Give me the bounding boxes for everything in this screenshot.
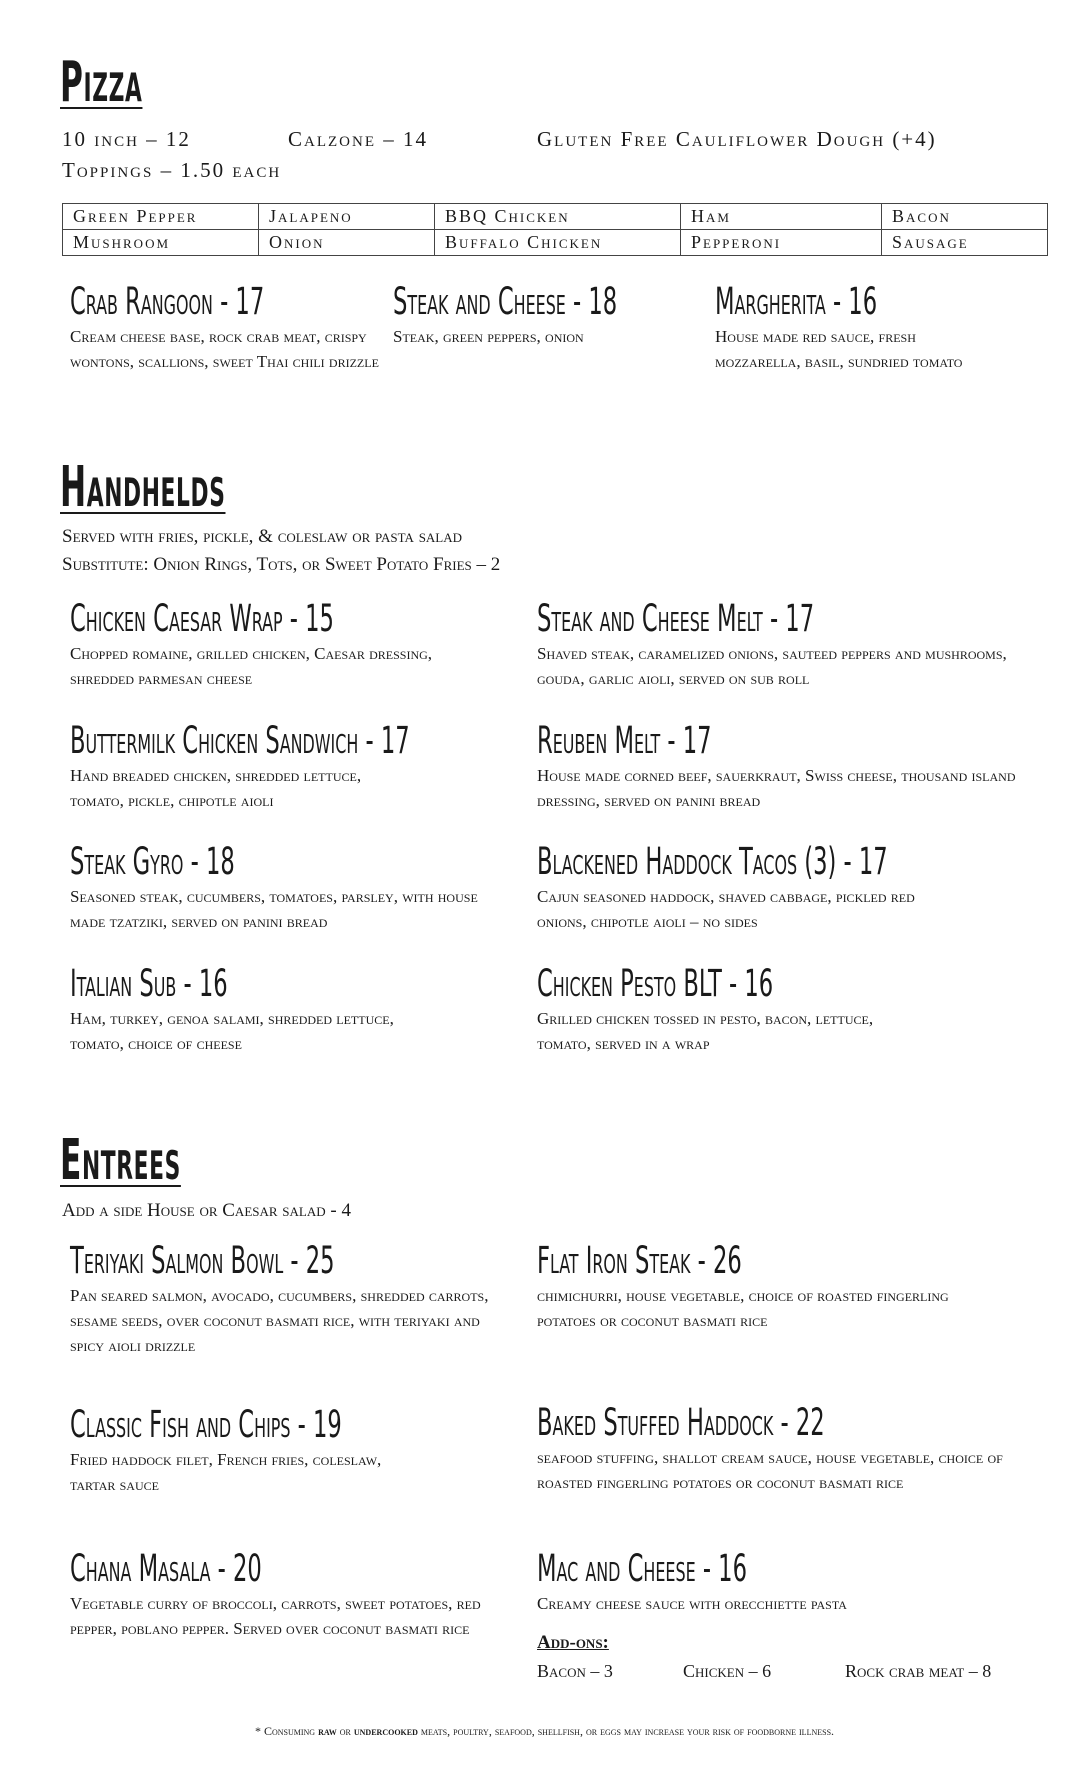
- handheld-item-title: Steak and Cheese Melt - 17: [537, 597, 815, 640]
- topping-cell: Green Pepper: [63, 204, 259, 230]
- entrees-section-title: Entrees: [60, 1128, 181, 1193]
- handheld-item-title: Chicken Caesar Wrap - 15: [70, 597, 334, 640]
- entree-item-title: Baked Stuffed Haddock - 22: [537, 1401, 825, 1444]
- entree-item-title: Classic Fish and Chips - 19: [70, 1403, 342, 1446]
- handheld-item-title: Chicken Pesto BLT - 16: [537, 962, 774, 1005]
- entree-item-desc: seafood stuffing, shallot cream sauce, house vegetable, choice of roasted fingerling potatoes or coconut basmati rice: [537, 1448, 1003, 1492]
- handheld-item-title: Buttermilk Chicken Sandwich - 17: [70, 719, 410, 762]
- disclaimer-or: or: [336, 1724, 354, 1738]
- pizza-toppings-line: Toppings – 1.50 each: [62, 158, 282, 182]
- addon-chicken: Chicken – 6: [683, 1661, 772, 1681]
- entree-item-title: Mac and Cheese - 16: [537, 1547, 747, 1590]
- handheld-item-desc: Ham, turkey, genoa salami, shredded lettuce, tomato, choice of cheese: [70, 1009, 394, 1053]
- handheld-item-title: Blackened Haddock Tacos (3) - 17: [537, 840, 888, 883]
- topping-cell: Pepperoni: [681, 230, 882, 256]
- handheld-item-desc: Chopped romaine, grilled chicken, Caesar dressing, shredded parmesan cheese: [70, 644, 433, 688]
- handhelds-served-with: Served with fries, pickle, & coleslaw or pasta salad: [62, 526, 463, 547]
- handheld-item-title: Reuben Melt - 17: [537, 719, 712, 762]
- entree-item-title: Teriyaki Salmon Bowl - 25: [70, 1239, 335, 1282]
- topping-cell: Onion: [259, 230, 435, 256]
- handheld-item-title: Italian Sub - 16: [70, 962, 228, 1005]
- entree-item-title: Chana Masala - 20: [70, 1547, 262, 1590]
- handheld-item-desc: Shaved steak, caramelized onions, sauteed peppers and mushrooms, gouda, garlic aioli, served on sub roll: [537, 644, 1007, 688]
- topping-cell: Sausage: [882, 230, 1048, 256]
- handheld-item-desc: Cajun seasoned haddock, shaved cabbage, pickled red onions, chipotle aioli – no sides: [537, 887, 915, 931]
- pizza-item-desc: Steak, green peppers, onion: [393, 327, 584, 346]
- pizza-item-title: Steak and Cheese - 18: [393, 280, 618, 323]
- addon-bacon: Bacon – 3: [537, 1661, 613, 1681]
- handheld-item-desc: House made corned beef, sauerkraut, Swiss cheese, thousand island dressing, served on panini bread: [537, 766, 1016, 810]
- pizza-item-desc: Cream cheese base, rock crab meat, crispy wontons, scallions, sweet Thai chili drizzle: [70, 327, 379, 371]
- pizza-section-title: Pizza: [60, 50, 143, 115]
- handhelds-substitute: Substitute: Onion Rings, Tots, or Sweet Potato Fries – 2: [62, 554, 501, 575]
- handhelds-section-title: Handhelds: [60, 455, 226, 520]
- disclaimer-pre: * Consuming: [254, 1724, 319, 1738]
- entree-item-desc: chimichurri, house vegetable, choice of roasted fingerling potatoes or coconut basmati rice: [537, 1286, 949, 1330]
- topping-cell: Ham: [681, 204, 882, 230]
- pizza-size-10: 10 inch – 12: [62, 127, 191, 151]
- handheld-item-desc: Seasoned steak, cucumbers, tomatoes, parsley, with house made tzatziki, served on panini bread: [70, 887, 478, 931]
- pizza-item-title: Margherita - 16: [715, 280, 878, 323]
- topping-cell: Buffalo Chicken: [435, 230, 681, 256]
- pizza-item-title: Crab Rangoon - 17: [70, 280, 265, 323]
- disclaimer-undercooked: undercooked: [353, 1724, 418, 1738]
- topping-cell: Mushroom: [63, 230, 259, 256]
- pizza-calzone: Calzone – 14: [288, 127, 428, 151]
- toppings-table: [62, 203, 1048, 256]
- handheld-item-title: Steak Gyro - 18: [70, 840, 235, 883]
- entree-item-desc: Creamy cheese sauce with orecchiette pasta: [537, 1594, 847, 1613]
- toppings-row: [63, 204, 1048, 230]
- pizza-gluten-free: Gluten Free Cauliflower Dough (+4): [537, 127, 937, 151]
- pizza-item-desc: House made red sauce, fresh mozzarella, basil, sundried tomato: [715, 327, 963, 371]
- food-safety-disclaimer: [0, 1724, 1089, 1739]
- topping-cell: Jalapeno: [259, 204, 435, 230]
- topping-cell: Bacon: [882, 204, 1048, 230]
- disclaimer-post: meats, poultry, seafood, shellfish, or eggs may increase your risk of foodborne illness.: [417, 1724, 835, 1738]
- handheld-item-desc: Hand breaded chicken, shredded lettuce, tomato, pickle, chipotle aioli: [70, 766, 362, 810]
- entree-item-desc: Fried haddock filet, French fries, coleslaw, tartar sauce: [70, 1450, 382, 1494]
- addons-title: Add-ons:: [537, 1632, 609, 1653]
- entree-item-desc: Pan seared salmon, avocado, cucumbers, shredded carrots, sesame seeds, over coconut basmati rice, with teriyaki and spicy aioli drizzle: [70, 1286, 489, 1355]
- toppings-row: [63, 230, 1048, 256]
- disclaimer-raw: raw: [318, 1724, 337, 1738]
- topping-cell: BBQ Chicken: [435, 204, 681, 230]
- entree-item-desc: Vegetable curry of broccoli, carrots, sweet potatoes, red pepper, poblano pepper. Served over coconut basmati rice: [70, 1594, 481, 1638]
- entree-item-title: Flat Iron Steak - 26: [537, 1239, 742, 1282]
- handheld-item-desc: Grilled chicken tossed in pesto, bacon, lettuce, tomato, served in a wrap: [537, 1009, 874, 1053]
- addon-rock-crab: Rock crab meat – 8: [845, 1661, 992, 1681]
- entrees-add-side: Add a side House or Caesar salad - 4: [62, 1200, 351, 1221]
